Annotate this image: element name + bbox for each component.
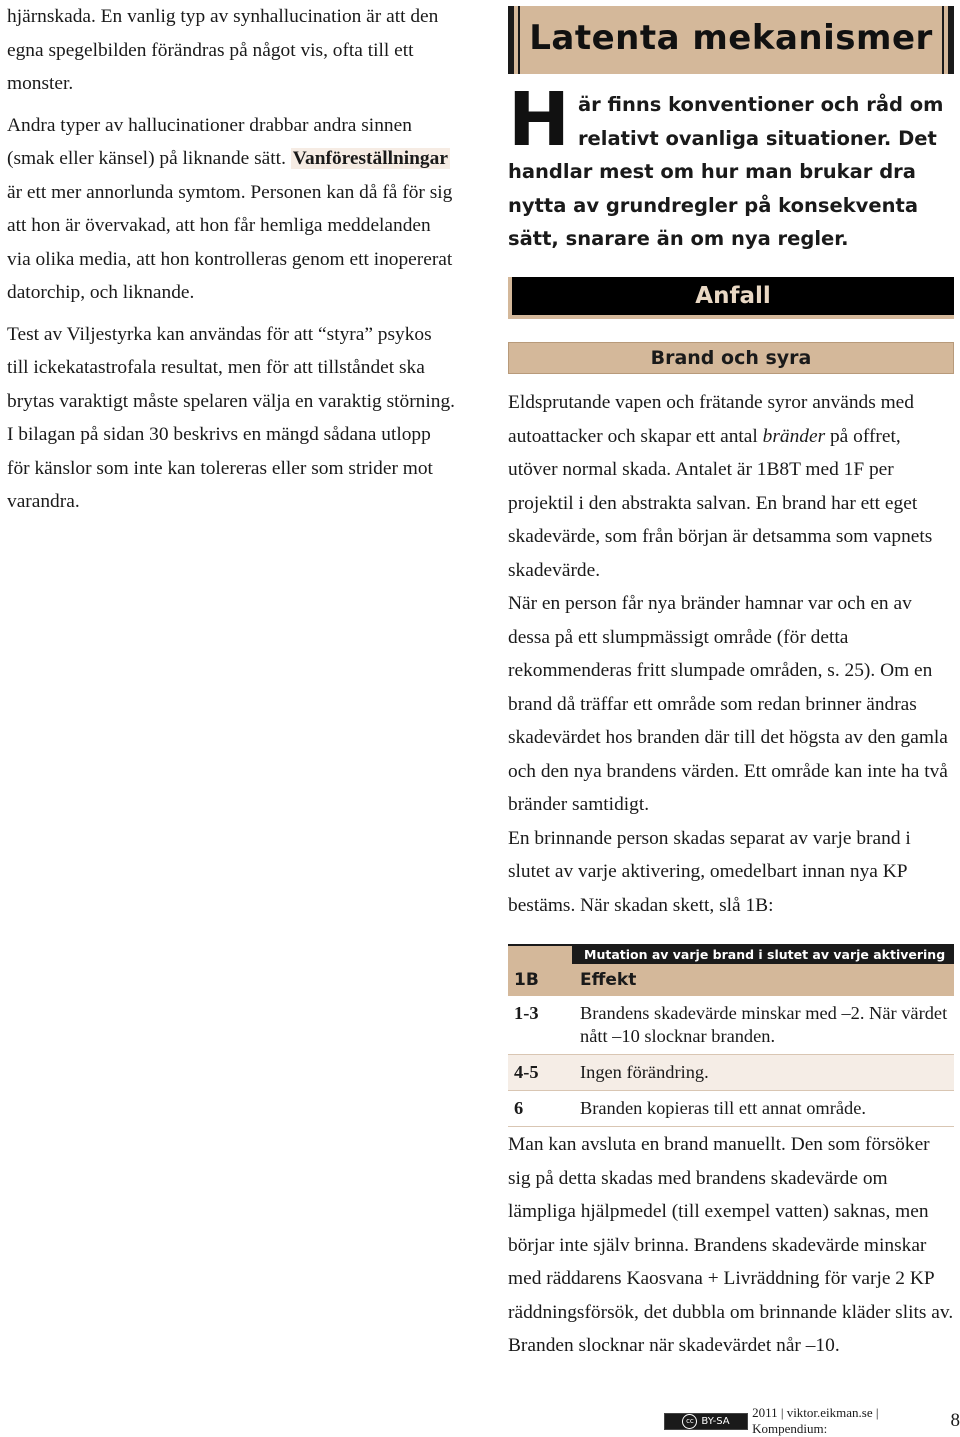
right-paragraph-2: När en person får nya bränder hamnar var och en av dessa på ett slumpmässigt område (för detta rekommenderas fritt slumpade områden, s. 25). Om en brand då träffar ett område som redan brinner ändras skadevärdet hos branden där till det högsta av den gamla och den nya brandens värden. Ett område kan inte ha två bränder samtidigt. [508,587,954,822]
left-paragraph-3: Test av Viljestyrka kan användas för att “styra” psykos till ickekatastrofala resultat, men för att tillståndet ska brytas varaktigt måste spelaren välja en varaktig störning. I bilagan på sidan 30 beskrivs en mängd sådana utlopp för känslor som inte kan tolereras eller som strider mot varandra. [7,318,457,519]
footer-text: 2011 | viktor.eikman.se | Kompendium: [752,1405,947,1437]
drop-cap: H [508,90,570,150]
table-row [508,996,954,1055]
table-cell-roll: 6 [508,1091,574,1126]
table-cell-effect: Ingen förändring. [574,1055,954,1090]
license-label: BY-SA [701,1416,729,1427]
intro-paragraph [508,88,954,256]
page-footer [664,1410,960,1432]
right-paragraph-1-start: Eldsprutande vapen och frätande syror används med autoattacker och skapar ett antal [508,392,914,447]
right-text-upper [508,386,954,922]
chapter-title: Latenta mekanismer [514,18,948,58]
table-row [508,1091,954,1127]
left-column [7,0,457,527]
left-paragraph-1: hjärnskada. En vanlig typ av synhallucination är att den egna spegelbilden förändras på något vis, ofta till ett monster. [7,0,457,101]
table-column-roll: 1B [514,970,539,990]
left-paragraph-2-start: Andra typer av hallucinationer drabbar andra sinnen (smak eller känsel) på liknande sätt. [7,115,412,170]
intro-text: är finns konventioner och råd om relativt ovanliga situationer. Det handlar mest om hur man brukar dra nytta av grundregler på konsekventa sätt, snarare än om nya regler. [508,93,943,250]
cc-license-badge[interactable] [664,1413,748,1430]
table-cell-effect: Brandens skadevärde minskar med –2. När värdet nått –10 slocknar branden. [574,996,954,1054]
left-paragraph-2-end: är ett mer annorlunda symtom. Personen kan då få för sig att hon är övervakad, att hon får hemliga meddelanden via olika media, att hon kontrolleras genom ett inopererat datorchip, och liknande. [7,182,452,304]
table-header [508,944,954,996]
cc-icon: cc [682,1414,697,1429]
table-caption: Mutation av varje brand i slutet av varje aktivering [580,947,949,962]
right-text-lower [508,1128,954,1363]
section-title: Anfall [512,283,954,309]
subsection-header [508,342,954,374]
right-paragraph-3: En brinnande person skadas separat av varje brand i slutet av varje aktivering, omedelbart innan nya KP bestäms. När skadan skett, slå 1B: [508,822,954,923]
table-row [508,1055,954,1091]
table-cell-effect: Branden kopieras till ett annat område. [574,1091,954,1126]
table-column-effect: Effekt [580,970,636,990]
table-cell-roll: 1-3 [508,996,574,1054]
page-number: 8 [951,1410,960,1432]
emphasis-brander: bränder [763,426,825,447]
section-header [508,277,954,319]
left-paragraph-2 [7,109,457,310]
table-cell-roll: 4-5 [508,1055,574,1090]
subsection-title: Brand och syra [509,347,953,369]
chapter-header [508,6,954,74]
right-paragraph-4: Man kan avsluta en brand manuellt. Den som försöker sig på detta skadas med brandens skadevärde om lämpliga hjälpmedel (till exempel vatten) saknas, men börjar inte själv brinna. Brandens skadevärde minskar med räddarens Kaosvana + Livräddning för varje 2 KP räddningsförsök, det dubbla om brinnande kläder slits av. Branden slocknar när skadevärdet når –10. [508,1128,954,1363]
mutation-table [508,944,954,1127]
right-paragraph-1-end: på offret, utöver normal skada. Antalet är 1B8T med 1F per projektil i den abstrakta salvan. En brand har ett eget skadevärde, som från början är detsamma som vapnets skadevärde. [508,426,932,581]
term-vanforestallningar: Vanföreställningar [291,148,450,169]
right-paragraph-1 [508,386,954,587]
